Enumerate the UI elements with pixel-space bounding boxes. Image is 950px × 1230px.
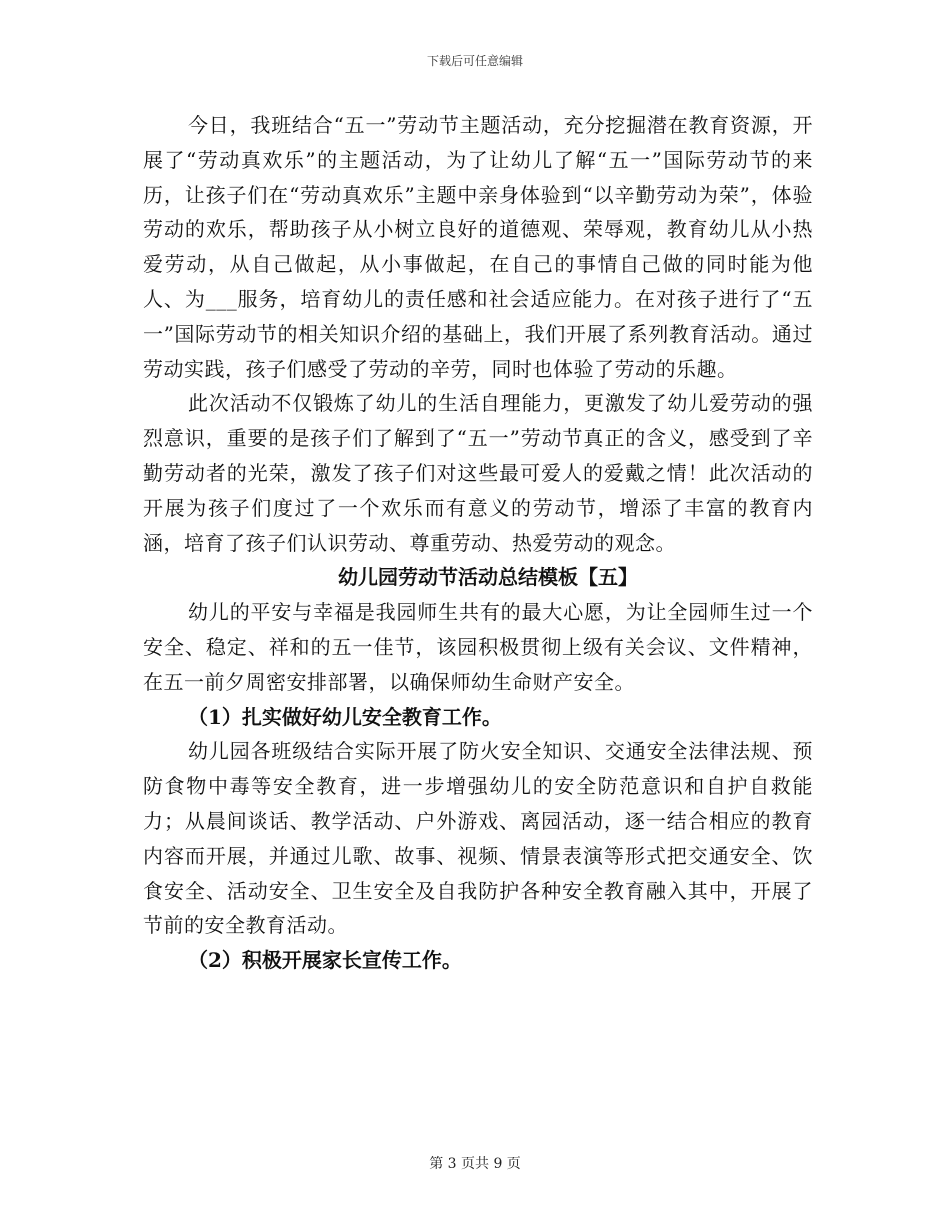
paragraph: 此次活动不仅锻炼了幼儿的生活自理能力，更激发了幼儿爱劳动的强烈意识，重要的是孩子们了解到了“五一”劳动节真正的含义，感受到了辛勤劳动者的光荣，激发了孩子们对这些最可爱人的爱戴之情！此次活动的开展为孩子们度过了一个欢乐而有意义的劳动节，增添了丰富的教育内涵，培育了孩子们认识劳动、尊重劳动、热爱劳动的观念。: [143, 391, 813, 555]
paragraph: 幼儿的平安与幸福是我园师生共有的最大心愿，为让全园师生过一个安全、稳定、祥和的五一佳节，该园积极贯彻上级有关会议、文件精神，在五一前夕周密安排部署，以确保师幼生命财产安全。: [143, 600, 813, 694]
paragraph: 幼儿园各班级结合实际开展了防火安全知识、交通安全法律法规、预防食物中毒等安全教育，进一步增强幼儿的安全防范意识和自护自救能力；从晨间谈话、教学活动、户外游戏、离园活动，逐一结合相应的教育内容而开展，并通过儿歌、故事、视频、情景表演等形式把交通安全、饮食安全、活动安全、卫生安全及自我防护各种安全教育融入其中，开展了节前的安全教育活动。: [143, 739, 813, 938]
subheading: （2）积极开展家长宣传工作。: [188, 948, 462, 973]
page-header: 下载后可任意编辑: [426, 54, 523, 68]
subheading: （1）扎实做好幼儿安全教育工作。: [188, 704, 502, 729]
section-title: 幼儿园劳动节活动总结模板【五】: [338, 565, 638, 590]
document-body: [143, 108, 813, 978]
page-footer: 第 3 页共 9 页: [429, 1156, 521, 1172]
paragraph: 今日，我班结合“五一”劳动节主题活动，充分挖掘潜在教育资源，开展了“劳动真欢乐”的主题活动，为了让幼儿了解“五一”国际劳动节的来历，让孩子们在“劳动真欢乐”主题中亲身体验到“以辛勤劳动为荣”，体验劳动的欢乐，帮助孩子从小树立良好的道德观、荣辱观，教育幼儿从小热爱劳动，从自己做起，从小事做起，在自己的事情自己做的同时能为他人、为___服务，培育幼儿的责任感和社会适应能力。在对孩子进行了“五一”国际劳动节的相关知识介绍的基础上，我们开展了系列教育活动。通过劳动实践，孩子们感受了劳动的辛劳，同时也体验了劳动的乐趣。: [143, 113, 813, 381]
